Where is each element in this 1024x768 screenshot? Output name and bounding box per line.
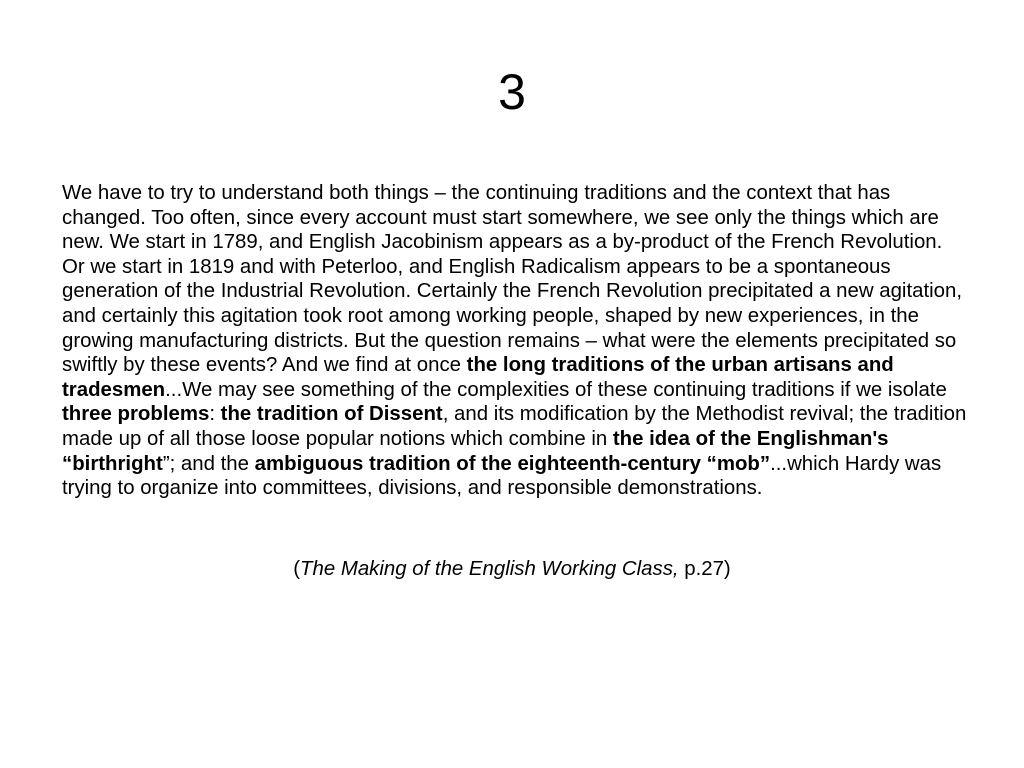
citation-book-title: The Making of the English Working Class, — [300, 558, 679, 580]
emphasis-three-problems: three problems — [62, 403, 210, 426]
emphasis-birthright: the idea of the Englishman's “birthright — [62, 427, 889, 475]
slide-number: 3 — [498, 64, 526, 120]
quote-text-segment: We have to try to understand both things – the continuing traditions and the context that has changed. Too often, since every account must start somewhere, we see only the things which are new. We start in 1789, and English Jacobinism appears as a by-product of the French Revolution. Or we start in 1819 and with Peterloo, and English Radicalism appears to be a spontaneous generation of the Industrial Revolution. Certainly the French Revolution precipitated a new agitation, and certainly this agitation took root among working people, shaped by new experiences, in the growing manufacturing districts. But the question remains – what were the elements precipitated so swiftly by these events? And we find at once — [62, 182, 962, 377]
citation-page: p.27) — [678, 558, 731, 580]
citation-open-paren: ( — [293, 558, 301, 580]
citation — [0, 556, 1024, 582]
quote-text-segment: ”; and the — [162, 452, 255, 475]
quote-text-segment: : — [209, 403, 221, 426]
emphasis-tradition-of-dissent: the tradition of Dissent — [220, 403, 443, 426]
quote-text-segment: ...which Hardy was trying to organize into committees, divisions, and responsible demonstrations. — [62, 452, 942, 500]
emphasis-mob: ambiguous tradition of the eighteenth-century “mob” — [254, 452, 771, 475]
quote-text-segment: , and its modification by the Methodist revival; the tradition made up of all those loose popular notions which combine in — [62, 403, 967, 450]
quote-text-segment: ...We may see something of the complexities of these continuing traditions if we isolate — [165, 378, 947, 401]
emphasis-artisans-tradesmen: the long traditions of the urban artisans and tradesmen — [62, 354, 894, 401]
quote-paragraph — [62, 181, 967, 501]
